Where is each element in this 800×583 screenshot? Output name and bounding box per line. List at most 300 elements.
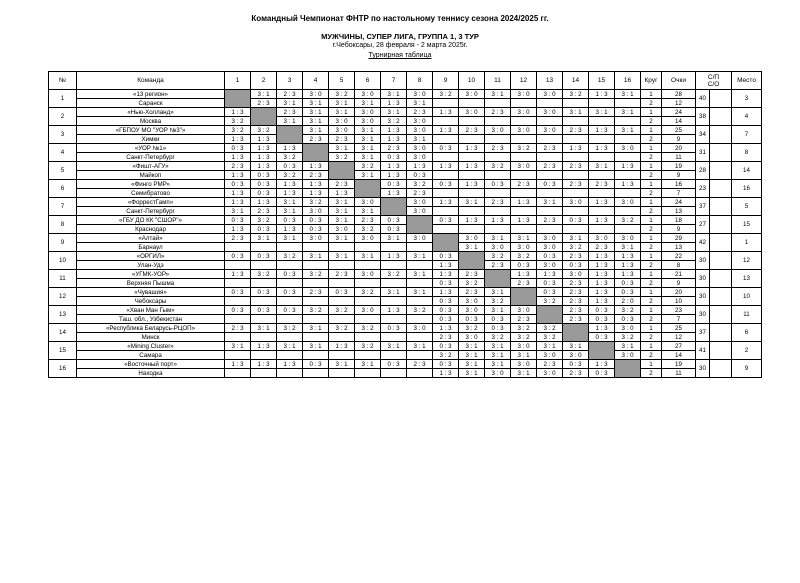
score-cell: 3 : 0 xyxy=(511,90,537,99)
header-round: 6 xyxy=(355,72,381,90)
score-cell: 3 : 0 xyxy=(459,90,485,99)
score-cell xyxy=(537,153,563,162)
score-cell: 3 : 1 xyxy=(251,90,277,99)
team-number: 5 xyxy=(49,162,77,180)
score-cell: 2 : 0 xyxy=(615,297,641,306)
score-cell xyxy=(277,333,303,342)
header-round: 10 xyxy=(459,72,485,90)
score-cell xyxy=(225,297,251,306)
table-row xyxy=(49,360,762,369)
score-cell: 2 : 3 xyxy=(329,135,355,144)
score-cell: 1 : 3 xyxy=(277,180,303,189)
header-round: 16 xyxy=(615,72,641,90)
score-cell xyxy=(615,171,641,180)
score-cell: 3 : 2 xyxy=(355,342,381,351)
score-cell: 0 : 3 xyxy=(485,315,511,324)
score-cell: 1 : 3 xyxy=(563,144,589,153)
score-cell: 3 : 1 xyxy=(329,234,355,243)
score-cell: 0 : 3 xyxy=(485,180,511,189)
score-cell: 0 : 3 xyxy=(225,216,251,225)
score-cell: 0 : 3 xyxy=(381,324,407,333)
score-cell: 3 : 0 xyxy=(537,234,563,243)
score-cell: 1 : 3 xyxy=(381,189,407,198)
score-cell xyxy=(459,135,485,144)
score-cell: 3 : 0 xyxy=(407,207,433,216)
self-match-cell xyxy=(615,360,641,378)
score-cell: 1 : 3 xyxy=(485,216,511,225)
krug-cell: 2 xyxy=(641,225,662,234)
score-cell: 3 : 2 xyxy=(563,243,589,252)
score-cell: 3 : 1 xyxy=(511,369,537,378)
score-cell xyxy=(251,333,277,342)
score-cell: 3 : 1 xyxy=(563,234,589,243)
score-cell: 1 : 3 xyxy=(251,342,277,351)
place-cell: 2 xyxy=(732,342,762,360)
score-cell: 3 : 0 xyxy=(355,108,381,117)
score-cell: 0 : 3 xyxy=(225,180,251,189)
score-cell xyxy=(615,225,641,234)
score-cell: 3 : 2 xyxy=(303,270,329,279)
score-cell: 0 : 3 xyxy=(303,216,329,225)
score-cell: 2 : 3 xyxy=(329,270,355,279)
score-cell: 0 : 3 xyxy=(277,270,303,279)
score-cell xyxy=(485,171,511,180)
team-city: Самара xyxy=(77,351,225,360)
score-cell: 3 : 0 xyxy=(537,261,563,270)
score-cell xyxy=(303,369,329,378)
score-cell xyxy=(407,297,433,306)
score-cell: 3 : 2 xyxy=(485,333,511,342)
krug-cell: 2 xyxy=(641,333,662,342)
score-cell: 3 : 1 xyxy=(407,288,433,297)
score-cell: 1 : 3 xyxy=(381,306,407,315)
krug-cell: 1 xyxy=(641,360,662,369)
header-round: 14 xyxy=(563,72,589,90)
score-cell: 3 : 2 xyxy=(277,153,303,162)
score-cell: 3 : 1 xyxy=(615,90,641,99)
score-cell xyxy=(251,279,277,288)
team-number: 16 xyxy=(49,360,77,378)
score-cell: 1 : 3 xyxy=(225,135,251,144)
sp-spacer xyxy=(710,90,732,108)
score-cell: 2 : 3 xyxy=(485,144,511,153)
score-cell: 3 : 1 xyxy=(277,198,303,207)
krug-cell: 1 xyxy=(641,252,662,261)
team-number: 6 xyxy=(49,180,77,198)
score-cell xyxy=(381,261,407,270)
score-cell: 0 : 3 xyxy=(537,288,563,297)
score-cell xyxy=(329,297,355,306)
score-cell: 3 : 1 xyxy=(589,162,615,171)
score-cell xyxy=(303,315,329,324)
score-cell: 0 : 3 xyxy=(225,306,251,315)
score-cell xyxy=(433,171,459,180)
score-cell xyxy=(381,315,407,324)
score-cell: 1 : 3 xyxy=(589,90,615,99)
points-cell: 20 xyxy=(662,288,696,297)
score-cell xyxy=(329,315,355,324)
score-cell: 1 : 3 xyxy=(225,198,251,207)
score-cell xyxy=(329,333,355,342)
score-cell: 3 : 1 xyxy=(407,252,433,261)
score-cell xyxy=(407,315,433,324)
self-match-cell xyxy=(407,216,433,234)
points-cell: 7 xyxy=(662,189,696,198)
score-cell: 1 : 3 xyxy=(277,189,303,198)
team-city: Санкт-Петербург xyxy=(77,153,225,162)
score-cell xyxy=(407,279,433,288)
score-cell xyxy=(355,315,381,324)
score-cell xyxy=(303,243,329,252)
sp-cell: 30 xyxy=(696,252,710,270)
score-cell: 2 : 3 xyxy=(563,279,589,288)
score-cell: 0 : 3 xyxy=(225,252,251,261)
score-cell: 3 : 2 xyxy=(303,306,329,315)
place-cell: 9 xyxy=(732,360,762,378)
score-cell xyxy=(407,369,433,378)
team-name: «ГБПОУ МО "УОР №3"» xyxy=(77,126,225,135)
points-cell: 22 xyxy=(662,252,696,261)
points-cell: 11 xyxy=(662,153,696,162)
header-place: Место xyxy=(732,72,762,90)
header-round: 5 xyxy=(329,72,355,90)
team-name: «Чувашия» xyxy=(77,288,225,297)
score-cell: 2 : 3 xyxy=(459,288,485,297)
score-cell: 3 : 1 xyxy=(329,144,355,153)
score-cell: 0 : 3 xyxy=(563,216,589,225)
score-cell xyxy=(433,135,459,144)
score-cell: 2 : 3 xyxy=(407,360,433,369)
team-name: «13 регион» xyxy=(77,90,225,99)
score-cell: 3 : 2 xyxy=(277,171,303,180)
score-cell: 3 : 1 xyxy=(485,360,511,369)
score-cell: 3 : 1 xyxy=(355,99,381,108)
score-cell: 0 : 3 xyxy=(225,144,251,153)
score-cell: 3 : 1 xyxy=(459,360,485,369)
score-cell xyxy=(615,117,641,126)
krug-cell: 2 xyxy=(641,207,662,216)
score-cell: 3 : 1 xyxy=(485,234,511,243)
score-cell: 2 : 3 xyxy=(485,198,511,207)
score-cell: 2 : 3 xyxy=(381,144,407,153)
score-cell xyxy=(433,225,459,234)
score-cell xyxy=(537,99,563,108)
score-cell xyxy=(537,117,563,126)
score-cell xyxy=(303,279,329,288)
team-name: «Восточный порт» xyxy=(77,360,225,369)
score-cell: 3 : 1 xyxy=(355,171,381,180)
score-cell: 3 : 0 xyxy=(511,342,537,351)
score-cell: 3 : 2 xyxy=(459,324,485,333)
score-cell: 3 : 0 xyxy=(537,243,563,252)
score-cell xyxy=(303,351,329,360)
score-cell: 1 : 3 xyxy=(589,279,615,288)
score-cell: 3 : 0 xyxy=(485,369,511,378)
team-number: 12 xyxy=(49,288,77,306)
score-cell: 2 : 3 xyxy=(563,162,589,171)
score-cell: 3 : 2 xyxy=(433,90,459,99)
score-cell xyxy=(511,117,537,126)
score-cell: 3 : 0 xyxy=(459,108,485,117)
score-cell: 3 : 0 xyxy=(511,306,537,315)
score-cell: 0 : 3 xyxy=(277,162,303,171)
score-cell: 1 : 3 xyxy=(225,225,251,234)
team-city: Саранск xyxy=(77,99,225,108)
team-number: 14 xyxy=(49,324,77,342)
score-cell xyxy=(381,297,407,306)
score-cell xyxy=(615,135,641,144)
score-cell: 2 : 3 xyxy=(407,108,433,117)
self-match-cell xyxy=(433,234,459,252)
score-cell: 2 : 3 xyxy=(459,270,485,279)
score-cell: 3 : 2 xyxy=(329,153,355,162)
score-cell: 1 : 3 xyxy=(615,261,641,270)
team-name: «Фишт-АГУ» xyxy=(77,162,225,171)
score-cell xyxy=(511,207,537,216)
krug-cell: 1 xyxy=(641,324,662,333)
score-cell: 3 : 0 xyxy=(407,234,433,243)
score-cell xyxy=(329,351,355,360)
score-cell: 2 : 3 xyxy=(329,180,355,189)
score-cell: 3 : 2 xyxy=(485,297,511,306)
score-cell: 3 : 2 xyxy=(615,306,641,315)
sp-spacer xyxy=(710,108,732,126)
page-title: Командный Чемпионат ФНТР по настольному теннису сезона 2024/2025 гг. xyxy=(251,14,549,23)
table-row xyxy=(49,198,762,207)
score-cell: 1 : 3 xyxy=(615,252,641,261)
score-cell: 0 : 3 xyxy=(563,261,589,270)
self-match-cell xyxy=(563,324,589,342)
score-cell: 3 : 0 xyxy=(355,306,381,315)
points-cell: 18 xyxy=(662,216,696,225)
score-cell: 3 : 0 xyxy=(563,198,589,207)
team-city: Таш. обл., Узбекистан xyxy=(77,315,225,324)
location-dates: г.Чебоксары, 28 февраля - 2 марта 2025г. xyxy=(332,42,468,49)
score-cell: 0 : 3 xyxy=(329,288,355,297)
header-sp-bottom: С/О xyxy=(707,80,720,88)
team-name: «ФоррестГамп» xyxy=(77,198,225,207)
score-cell xyxy=(511,99,537,108)
score-cell xyxy=(433,99,459,108)
krug-cell: 2 xyxy=(641,243,662,252)
score-cell: 0 : 3 xyxy=(251,306,277,315)
score-cell: 1 : 3 xyxy=(615,180,641,189)
score-cell: 3 : 0 xyxy=(303,90,329,99)
team-city: Семибратово xyxy=(77,189,225,198)
score-cell: 3 : 1 xyxy=(381,288,407,297)
score-cell: 1 : 3 xyxy=(277,225,303,234)
place-cell: 14 xyxy=(732,162,762,180)
points-cell: 19 xyxy=(662,360,696,369)
score-cell xyxy=(225,333,251,342)
score-cell: 3 : 2 xyxy=(329,90,355,99)
score-cell xyxy=(355,243,381,252)
krug-cell: 1 xyxy=(641,216,662,225)
score-cell: 3 : 0 xyxy=(407,117,433,126)
score-cell xyxy=(433,153,459,162)
score-cell: 3 : 2 xyxy=(355,225,381,234)
score-cell: 3 : 2 xyxy=(381,117,407,126)
krug-cell: 2 xyxy=(641,315,662,324)
score-cell: 3 : 1 xyxy=(277,342,303,351)
score-cell: 0 : 3 xyxy=(589,333,615,342)
table-row xyxy=(49,252,762,261)
points-cell: 14 xyxy=(662,117,696,126)
team-city: Чебоксары xyxy=(77,297,225,306)
table-row xyxy=(49,216,762,225)
score-cell xyxy=(251,297,277,306)
sp-cell: 30 xyxy=(696,306,710,324)
score-cell xyxy=(381,243,407,252)
score-cell xyxy=(511,189,537,198)
score-cell xyxy=(381,351,407,360)
table-row xyxy=(49,288,762,297)
score-cell xyxy=(589,171,615,180)
score-cell: 3 : 2 xyxy=(251,216,277,225)
score-cell: 3 : 0 xyxy=(407,198,433,207)
score-cell: 0 : 3 xyxy=(537,252,563,261)
points-cell: 29 xyxy=(662,234,696,243)
score-cell: 3 : 1 xyxy=(277,117,303,126)
score-cell: 2 : 3 xyxy=(563,288,589,297)
score-cell: 3 : 2 xyxy=(615,216,641,225)
score-cell: 2 : 3 xyxy=(563,315,589,324)
points-cell: 10 xyxy=(662,297,696,306)
score-cell: 1 : 3 xyxy=(615,162,641,171)
score-cell: 3 : 0 xyxy=(459,234,485,243)
points-cell: 21 xyxy=(662,270,696,279)
score-cell: 0 : 3 xyxy=(407,171,433,180)
score-cell xyxy=(459,117,485,126)
header-round: 3 xyxy=(277,72,303,90)
score-cell: 3 : 2 xyxy=(277,324,303,333)
score-cell: 0 : 3 xyxy=(277,288,303,297)
score-cell: 3 : 0 xyxy=(459,306,485,315)
header-krug: Круг xyxy=(641,72,662,90)
score-cell: 0 : 3 xyxy=(251,171,277,180)
score-cell: 1 : 3 xyxy=(433,288,459,297)
header-round: 9 xyxy=(433,72,459,90)
score-cell: 2 : 3 xyxy=(225,234,251,243)
score-cell: 3 : 2 xyxy=(277,252,303,261)
score-cell: 1 : 3 xyxy=(381,135,407,144)
score-cell: 3 : 2 xyxy=(225,126,251,135)
table-row xyxy=(49,108,762,117)
score-cell: 1 : 3 xyxy=(381,99,407,108)
score-cell xyxy=(537,189,563,198)
score-cell: 3 : 0 xyxy=(615,198,641,207)
table-row xyxy=(49,234,762,243)
score-cell xyxy=(511,225,537,234)
score-cell: 3 : 1 xyxy=(329,216,355,225)
score-cell: 2 : 3 xyxy=(303,171,329,180)
score-cell: 3 : 1 xyxy=(303,117,329,126)
score-cell: 1 : 3 xyxy=(251,162,277,171)
score-cell xyxy=(381,369,407,378)
score-cell: 3 : 1 xyxy=(303,99,329,108)
score-cell: 3 : 1 xyxy=(329,99,355,108)
place-cell: 5 xyxy=(732,198,762,216)
krug-cell: 2 xyxy=(641,369,662,378)
score-cell: 3 : 1 xyxy=(251,234,277,243)
krug-cell: 1 xyxy=(641,198,662,207)
score-cell: 3 : 1 xyxy=(251,324,277,333)
score-cell: 1 : 3 xyxy=(459,216,485,225)
header-sp xyxy=(696,72,732,90)
score-cell: 1 : 3 xyxy=(251,153,277,162)
score-cell: 2 : 3 xyxy=(485,261,511,270)
score-cell: 0 : 3 xyxy=(537,180,563,189)
score-cell xyxy=(225,243,251,252)
krug-cell: 2 xyxy=(641,261,662,270)
score-cell: 0 : 3 xyxy=(251,252,277,261)
score-cell xyxy=(277,279,303,288)
score-cell: 1 : 3 xyxy=(251,144,277,153)
self-match-cell xyxy=(303,144,329,162)
score-cell: 3 : 1 xyxy=(329,108,355,117)
points-cell: 20 xyxy=(662,144,696,153)
score-cell: 3 : 0 xyxy=(511,360,537,369)
score-cell: 1 : 3 xyxy=(303,189,329,198)
score-cell xyxy=(329,243,355,252)
place-cell: 3 xyxy=(732,90,762,108)
score-cell: 3 : 2 xyxy=(485,162,511,171)
points-cell: 16 xyxy=(662,180,696,189)
score-cell: 2 : 3 xyxy=(563,297,589,306)
score-cell: 1 : 3 xyxy=(433,324,459,333)
score-cell: 3 : 1 xyxy=(303,126,329,135)
score-cell xyxy=(329,261,355,270)
table-row-second-round xyxy=(49,279,762,288)
sp-cell: 28 xyxy=(696,162,710,180)
score-cell: 1 : 3 xyxy=(511,216,537,225)
score-cell: 0 : 3 xyxy=(277,216,303,225)
score-cell: 3 : 2 xyxy=(537,297,563,306)
score-cell xyxy=(329,369,355,378)
score-cell: 3 : 1 xyxy=(355,207,381,216)
sp-spacer xyxy=(710,234,732,252)
score-cell: 3 : 1 xyxy=(381,90,407,99)
score-cell xyxy=(433,189,459,198)
sp-cell: 38 xyxy=(696,108,710,126)
place-cell: 4 xyxy=(732,108,762,126)
score-cell: 3 : 0 xyxy=(329,225,355,234)
krug-cell: 1 xyxy=(641,306,662,315)
score-cell: 0 : 3 xyxy=(433,144,459,153)
score-cell: 3 : 1 xyxy=(355,360,381,369)
sp-spacer xyxy=(710,198,732,216)
score-cell: 3 : 2 xyxy=(329,324,355,333)
score-cell: 1 : 3 xyxy=(225,189,251,198)
score-cell: 0 : 3 xyxy=(433,216,459,225)
score-cell: 1 : 3 xyxy=(251,360,277,369)
score-cell xyxy=(537,135,563,144)
score-cell: 1 : 3 xyxy=(381,252,407,261)
team-name: «Нью-Холланд» xyxy=(77,108,225,117)
score-cell: 3 : 1 xyxy=(407,135,433,144)
self-match-cell xyxy=(537,306,563,324)
score-cell: 3 : 0 xyxy=(589,234,615,243)
score-cell: 1 : 3 xyxy=(511,270,537,279)
score-cell xyxy=(537,207,563,216)
self-match-cell xyxy=(277,126,303,144)
sp-spacer xyxy=(710,252,732,270)
points-cell: 28 xyxy=(662,90,696,99)
table-row xyxy=(49,342,762,351)
score-cell: 0 : 3 xyxy=(381,153,407,162)
score-cell: 0 : 3 xyxy=(537,279,563,288)
score-cell xyxy=(615,189,641,198)
